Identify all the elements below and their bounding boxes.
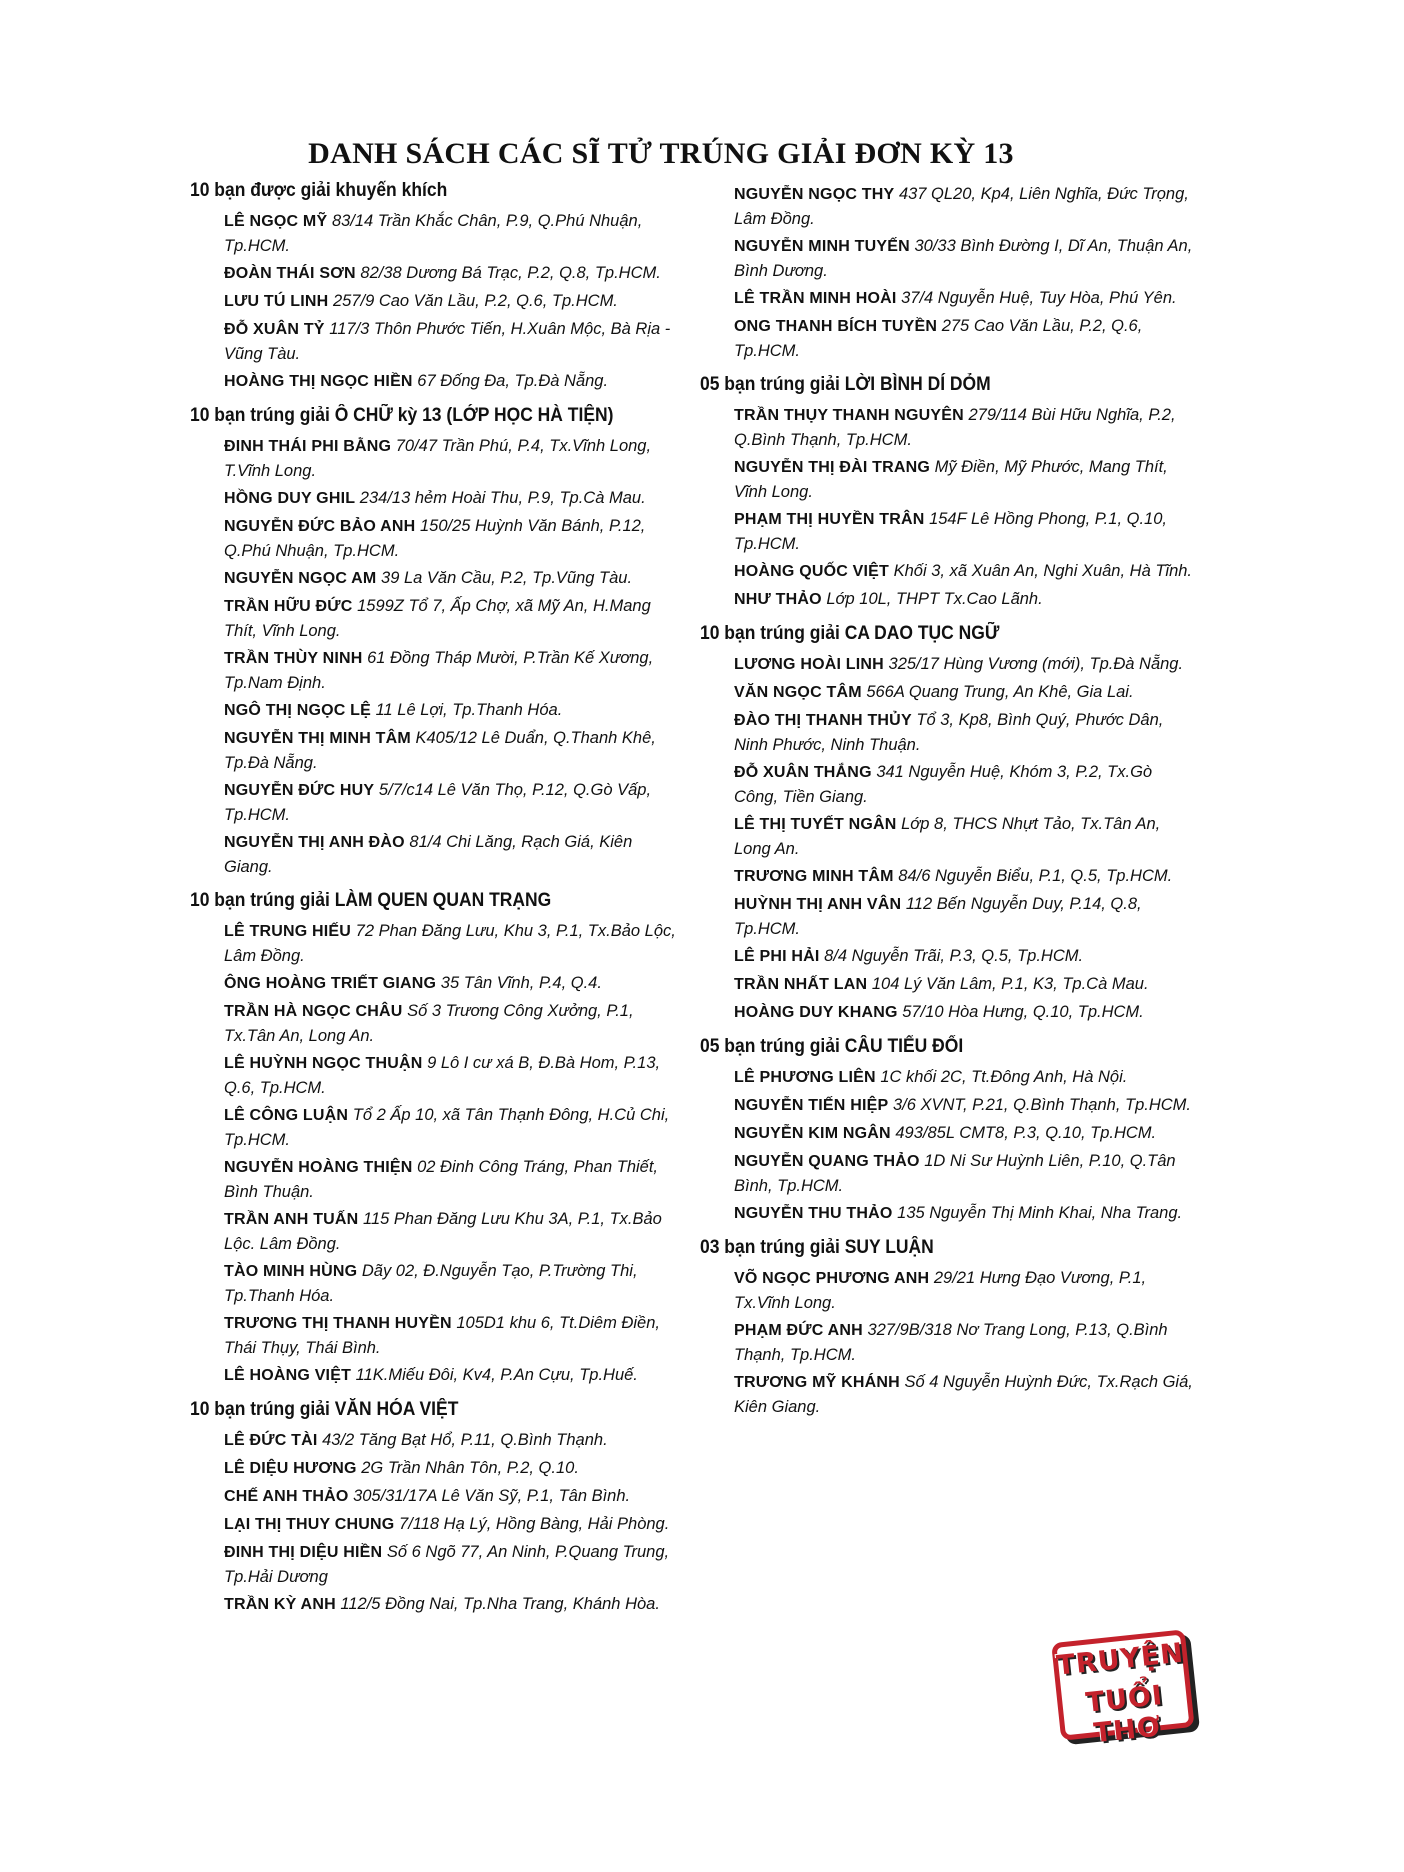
winner-name: NGUYỄN THỊ ĐÀI TRANG	[734, 459, 930, 476]
winner-name: TRƯƠNG MINH TÂM	[734, 868, 894, 885]
winner-address: 37/4 Nguyễn Huệ, Tuy Hòa, Phú Yên.	[901, 289, 1177, 307]
winner-name: ÔNG HOÀNG TRIẾT GIANG	[224, 975, 437, 992]
winner-address: Số 4 Nguyễn Huỳnh Đức, Tx.Rạch Giá, Kiên Giang.	[734, 1373, 1193, 1416]
list-item	[734, 559, 1200, 584]
winner-name: HOÀNG QUỐC VIỆT	[734, 563, 890, 580]
list-item	[734, 507, 1200, 556]
list-item	[224, 726, 680, 775]
list-item	[224, 1456, 680, 1481]
winner-address: Tổ 2 Ấp 10, xã Tân Thạnh Đông, H.Củ Chi, Tp.HCM.	[224, 1106, 670, 1149]
winner-address: 150/25 Huỳnh Văn Bánh, P.12, Q.Phú Nhuận, Tp.HCM.	[224, 517, 646, 560]
winner-address: 279/114 Bùi Hữu Nghĩa, P.2, Q.Bình Thạnh, Tp.HCM.	[734, 406, 1176, 449]
list-item	[224, 369, 680, 394]
left-column	[190, 178, 680, 1626]
list-item	[224, 830, 680, 879]
winner-name: TRẦN ANH TUẤN	[224, 1211, 359, 1228]
section-van-hoa-viet-continued	[700, 182, 1200, 363]
winner-name: NGUYỄN HOÀNG THIỆN	[224, 1159, 413, 1176]
winner-address: 72 Phan Đăng Lưu, Khu 3, P.1, Tx.Bảo Lộc, Lâm Đồng.	[224, 922, 676, 965]
winner-name: LÊ CÔNG LUẬN	[224, 1107, 349, 1124]
list-item	[734, 1318, 1200, 1367]
winner-address: 29/21 Hưng Đạo Vương, P.1, Tx.Vĩnh Long.	[734, 1269, 1147, 1312]
winner-address: Dãy 02, Đ.Nguyễn Tạo, P.Trường Thi, Tp.Thanh Hóa.	[224, 1262, 638, 1305]
winner-address: 11 Lê Lợi, Tp.Thanh Hóa.	[375, 701, 563, 719]
winner-address: 1D Ni Sư Huỳnh Liên, P.10, Q.Tân Bình, Tp.HCM.	[734, 1152, 1176, 1195]
section-khuyen-khich	[190, 178, 680, 394]
winner-name: ONG THANH BÍCH TUYỀN	[734, 318, 938, 335]
list-item	[734, 1149, 1200, 1198]
winner-name: TRẦN NHẤT LAN	[734, 976, 868, 993]
winner-name: NGUYỄN NGỌC THY	[734, 186, 895, 203]
section-lam-quen-quan-trang	[190, 888, 680, 1388]
list-item	[734, 1121, 1200, 1146]
list-item	[224, 261, 680, 286]
winner-name: LÊ DIỆU HƯƠNG	[224, 1460, 357, 1477]
list-item	[224, 646, 680, 695]
list-item	[734, 944, 1200, 969]
section-van-hoa-viet	[190, 1397, 680, 1617]
list-item	[224, 1051, 680, 1100]
list-item	[734, 1093, 1200, 1118]
list-item	[734, 1370, 1200, 1419]
list-item	[734, 864, 1200, 889]
winner-name: LÊ PHƯƠNG LIÊN	[734, 1069, 876, 1086]
winner-address: 82/38 Dương Bá Trạc, P.2, Q.8, Tp.HCM.	[360, 264, 661, 282]
winner-address: 3/6 XVNT, P.21, Q.Bình Thạnh, Tp.HCM.	[892, 1096, 1192, 1114]
winner-address: 566A Quang Trung, An Khê, Gia Lai.	[866, 683, 1134, 701]
winner-name: NGUYỄN ĐỨC BẢO ANH	[224, 518, 416, 535]
winner-name: LÊ NGỌC MỸ	[224, 213, 328, 230]
list-item	[224, 486, 680, 511]
list-item	[224, 594, 680, 643]
winner-name: TRẦN HỮU ĐỨC	[224, 598, 353, 615]
winner-name: NGUYỄN NGỌC AM	[224, 570, 377, 587]
list-item	[224, 317, 680, 366]
list-item	[224, 778, 680, 827]
list-item	[734, 403, 1200, 452]
winner-address: 117/3 Thôn Phước Tiến, H.Xuân Mộc, Bà Rịa - Vũng Tàu.	[224, 320, 671, 363]
winner-address: 341 Nguyễn Huệ, Khóm 3, P.2, Tx.Gò Công, Tiền Giang.	[734, 763, 1153, 806]
list-item	[734, 1065, 1200, 1090]
list-item	[224, 698, 680, 723]
winner-address: 67 Đống Đa, Tp.Đà Nẵng.	[417, 372, 609, 390]
winner-address: 83/14 Trần Khắc Chân, P.9, Q.Phú Nhuận, Tp.HCM.	[224, 212, 643, 255]
winner-name: HỒNG DUY GHIL	[224, 490, 356, 507]
winner-name: LÊ TRUNG HIẾU	[224, 923, 352, 940]
winner-name: LÊ ĐỨC TÀI	[224, 1432, 318, 1449]
winner-name: LÊ HUỲNH NGỌC THUẬN	[224, 1055, 423, 1072]
list-item	[734, 587, 1200, 612]
winner-address: 2G Trần Nhân Tôn, P.2, Q.10.	[361, 1459, 579, 1477]
list-item	[224, 1207, 680, 1256]
list-item	[734, 234, 1200, 283]
winner-name: NGUYỄN KIM NGÂN	[734, 1125, 891, 1142]
winner-address: Khối 3, xã Xuân An, Nghi Xuân, Hà Tĩnh.	[893, 562, 1193, 580]
winner-address: 1C khối 2C, Tt.Đông Anh, Hà Nội.	[880, 1068, 1128, 1086]
list-item	[734, 455, 1200, 504]
winner-name: ĐÀO THỊ THANH THỦY	[734, 712, 912, 729]
winner-address: Tổ 3, Kp8, Bình Quý, Phước Dân, Ninh Phước, Ninh Thuận.	[734, 711, 1164, 754]
winner-address: 43/2 Tăng Bạt Hổ, P.11, Q.Bình Thạnh.	[322, 1431, 608, 1449]
right-column	[700, 182, 1200, 1428]
list-item	[734, 652, 1200, 677]
winner-address: 112/5 Đồng Nai, Tp.Nha Trang, Khánh Hòa.	[340, 1595, 660, 1613]
winner-name: LÊ TRẦN MINH HOÀI	[734, 290, 897, 307]
winner-address: 7/118 Hạ Lý, Hồng Bàng, Hải Phòng.	[399, 1515, 670, 1533]
winner-name: ĐINH THÁI PHI BẰNG	[224, 438, 392, 455]
winner-name: TRƯƠNG MỸ KHÁNH	[734, 1374, 900, 1391]
list-item	[734, 708, 1200, 757]
winner-address: 5/7/c14 Lê Văn Thọ, P.12, Q.Gò Vấp, Tp.HCM.	[224, 781, 652, 824]
list-item	[224, 971, 680, 996]
truyen-tuoi-tho-logo	[1046, 1621, 1199, 1751]
list-item	[224, 1512, 680, 1537]
list-item	[734, 812, 1200, 861]
winner-address: 30/33 Bình Đường I, Dĩ An, Thuận An, Bình Dương.	[734, 237, 1193, 280]
winner-address: Số 6 Ngõ 77, An Ninh, P.Quang Trung, Tp.Hải Dương	[224, 1543, 670, 1586]
winner-name: NGUYỄN THỊ ANH ĐÀO	[224, 834, 405, 851]
winner-address: 154F Lê Hồng Phong, P.1, Q.10, Tp.HCM.	[734, 510, 1167, 553]
winner-address: 8/4 Nguyễn Trãi, P.3, Q.5, Tp.HCM.	[824, 947, 1084, 965]
list-item	[734, 1266, 1200, 1315]
winner-address: 81/4 Chi Lăng, Rạch Giá, Kiên Giang.	[224, 833, 633, 876]
winner-address: Lớp 8, THCS Nhựt Tảo, Tx.Tân An, Long An.	[734, 815, 1161, 858]
logo-line-2: TUỔI THƠ	[1084, 1679, 1165, 1750]
list-item	[224, 289, 680, 314]
list-item	[224, 1259, 680, 1308]
winner-name: HOÀNG DUY KHANG	[734, 1004, 898, 1021]
page-title: DANH SÁCH CÁC SĨ TỬ TRÚNG GIẢI ĐƠN KỲ 13	[308, 137, 1014, 170]
winner-address: 234/13 hẻm Hoài Thu, P.9, Tp.Cà Mau.	[359, 489, 646, 507]
winner-address: 135 Nguyễn Thị Minh Khai, Nha Trang.	[897, 1204, 1183, 1222]
winner-name: LƯƠNG HOÀI LINH	[734, 656, 884, 673]
list-item	[734, 286, 1200, 311]
winner-name: ĐỖ XUÂN TỶ	[224, 321, 325, 338]
winner-address: 257/9 Cao Văn Lầu, P.2, Q.6, Tp.HCM.	[332, 292, 618, 310]
winner-name: LÊ THỊ TUYẾT NGÂN	[734, 816, 897, 833]
section-heading: 10 bạn trúng giải LÀM QUEN QUAN TRẠNG	[190, 890, 552, 911]
list-item	[734, 314, 1200, 363]
winner-name: NHƯ THẢO	[734, 591, 822, 608]
list-item	[734, 892, 1200, 941]
winner-name: NGUYỄN QUANG THẢO	[734, 1153, 920, 1170]
section-suy-luan	[700, 1235, 1200, 1419]
winner-address: 39 La Văn Cầu, P.2, Tp.Vũng Tàu.	[381, 569, 633, 587]
winner-name: ĐỖ XUÂN THẮNG	[734, 764, 872, 781]
winner-name: LÊ HOÀNG VIỆT	[224, 1367, 352, 1384]
logo-line-1: TRUYỆN	[1055, 1637, 1186, 1682]
winner-address: 1599Z Tổ 7, Ấp Chợ, xã Mỹ An, H.Mang Thít, Vĩnh Long.	[224, 597, 651, 640]
list-item	[224, 514, 680, 563]
winner-name: TRẦN THÙY NINH	[224, 650, 363, 667]
winner-address: 84/6 Nguyễn Biểu, P.1, Q.5, Tp.HCM.	[898, 867, 1173, 885]
list-item	[224, 1540, 680, 1589]
winner-address: 275 Cao Văn Lầu, P.2, Q.6, Tp.HCM.	[734, 317, 1143, 360]
list-item	[734, 972, 1200, 997]
list-item	[224, 1592, 680, 1617]
winner-name: PHẠM ĐỨC ANH	[734, 1322, 863, 1339]
winner-name: LƯU TÚ LINH	[224, 293, 329, 310]
list-item	[224, 434, 680, 483]
section-o-chu	[190, 403, 680, 879]
winner-name: HOÀNG THỊ NGỌC HIỀN	[224, 373, 413, 390]
section-heading: 10 bạn trúng giải VĂN HÓA VIỆT	[190, 1399, 459, 1420]
winner-address: 35 Tân Vĩnh, P.4, Q.4.	[440, 974, 602, 992]
winner-address: 61 Đồng Tháp Mười, P.Trần Kế Xương, Tp.Nam Định.	[224, 649, 654, 692]
list-item	[734, 760, 1200, 809]
list-item	[224, 209, 680, 258]
list-item	[224, 1484, 680, 1509]
section-loi-binh-di-dom	[700, 372, 1200, 612]
winner-address: 70/47 Trần Phú, P.4, Tx.Vĩnh Long, T.Vĩnh Long.	[224, 437, 652, 480]
winner-name: NGUYỄN THU THẢO	[734, 1205, 893, 1222]
winner-address: 305/31/17A Lê Văn Sỹ, P.1, Tân Bình.	[353, 1487, 631, 1505]
winner-name: VĂN NGỌC TÂM	[734, 684, 862, 701]
section-heading: 10 bạn trúng giải Ô CHỮ kỳ 13 (LỚP HỌC HÀ TIỆN)	[190, 405, 614, 426]
winner-name: LÊ PHI HẢI	[734, 948, 820, 965]
list-item	[224, 1311, 680, 1360]
list-item	[224, 919, 680, 968]
winner-address: Lớp 10L, THPT Tx.Cao Lãnh.	[826, 590, 1043, 608]
list-item	[224, 1428, 680, 1453]
winner-name: LẠI THỊ THUY CHUNG	[224, 1516, 395, 1533]
winner-name: NGÔ THỊ NGỌC LỆ	[224, 702, 371, 719]
winner-address: 105D1 khu 6, Tt.Diêm Điền, Thái Thụy, Thái Bình.	[224, 1314, 660, 1357]
winner-address: 57/10 Hòa Hưng, Q.10, Tp.HCM.	[902, 1003, 1144, 1021]
winner-address: 115 Phan Đăng Lưu Khu 3A, P.1, Tx.Bảo Lộc. Lâm Đồng.	[224, 1210, 662, 1253]
winner-address: 9 Lô I cư xá B, Đ.Bà Hom, P.13, Q.6, Tp.HCM.	[224, 1054, 661, 1097]
winner-name: ĐINH THỊ DIỆU HIỀN	[224, 1544, 383, 1561]
section-heading: 05 bạn trúng giải LỜI BÌNH DÍ DỎM	[700, 374, 991, 395]
winner-name: VÕ NGỌC PHƯƠNG ANH	[734, 1270, 930, 1287]
winner-address: 327/9B/318 Nơ Trang Long, P.13, Q.Bình Thạnh, Tp.HCM.	[734, 1321, 1168, 1364]
winner-name: ĐOÀN THÁI SƠN	[224, 265, 356, 282]
winner-name: TRẦN HÀ NGỌC CHÂU	[224, 1003, 403, 1020]
winner-address: 02 Đinh Công Tráng, Phan Thiết, Bình Thuận.	[224, 1158, 659, 1201]
winner-name: NGUYỄN ĐỨC HUY	[224, 782, 375, 799]
list-item	[224, 999, 680, 1048]
list-item	[734, 1201, 1200, 1226]
winner-address: Số 3 Trương Công Xưởng, P.1, Tx.Tân An, Long An.	[224, 1002, 634, 1045]
section-heading: 10 bạn được giải khuyến khích	[190, 180, 448, 201]
winner-address: 11K.Miếu Đôi, Kv4, P.An Cựu, Tp.Huế.	[355, 1366, 638, 1384]
list-item	[224, 1363, 680, 1388]
winner-name: TRẦN KỲ ANH	[224, 1596, 336, 1613]
list-item	[224, 1155, 680, 1204]
winner-name: CHẾ ANH THẢO	[224, 1488, 349, 1505]
winner-name: TÀO MINH HÙNG	[224, 1263, 358, 1280]
section-cau-tieu-doi	[700, 1034, 1200, 1226]
list-item	[224, 1103, 680, 1152]
list-item	[734, 182, 1200, 231]
winner-name: NGUYỄN THỊ MINH TÂM	[224, 730, 411, 747]
list-item	[734, 680, 1200, 705]
winner-address: Mỹ Điền, Mỹ Phước, Mang Thít, Vĩnh Long.	[734, 458, 1168, 501]
winner-address: 437 QL20, Kp4, Liên Nghĩa, Đức Trọng, Lâm Đồng.	[734, 185, 1189, 228]
section-heading: 05 bạn trúng giải CÂU TIỂU ĐỐI	[700, 1036, 964, 1057]
section-ca-dao-tuc-ngu	[700, 621, 1200, 1025]
winner-name: TRƯƠNG THỊ THANH HUYỀN	[224, 1315, 452, 1332]
winner-address: 112 Bến Nguyễn Duy, P.14, Q.8, Tp.HCM.	[734, 895, 1142, 938]
winner-address: 325/17 Hùng Vương (mới), Tp.Đà Nẵng.	[888, 655, 1184, 673]
section-heading: 03 bạn trúng giải SUY LUẬN	[700, 1237, 934, 1258]
winner-name: NGUYỄN MINH TUYẾN	[734, 238, 910, 255]
list-item	[224, 566, 680, 591]
list-item	[734, 1000, 1200, 1025]
winner-name: PHẠM THỊ HUYỀN TRÂN	[734, 511, 925, 528]
winner-name: HUỲNH THỊ ANH VÂN	[734, 896, 902, 913]
winner-name: NGUYỄN TIẾN HIỆP	[734, 1097, 889, 1114]
winner-name: TRẦN THỤY THANH NGUYÊN	[734, 407, 964, 424]
winner-address: K405/12 Lê Duẩn, Q.Thanh Khê, Tp.Đà Nẵng.	[224, 729, 656, 772]
section-heading: 10 bạn trúng giải CA DAO TỤC NGỮ	[700, 623, 1000, 644]
winner-address: 493/85L CMT8, P.3, Q.10, Tp.HCM.	[895, 1124, 1157, 1142]
winner-address: 104 Lý Văn Lâm, P.1, K3, Tp.Cà Mau.	[871, 975, 1149, 993]
